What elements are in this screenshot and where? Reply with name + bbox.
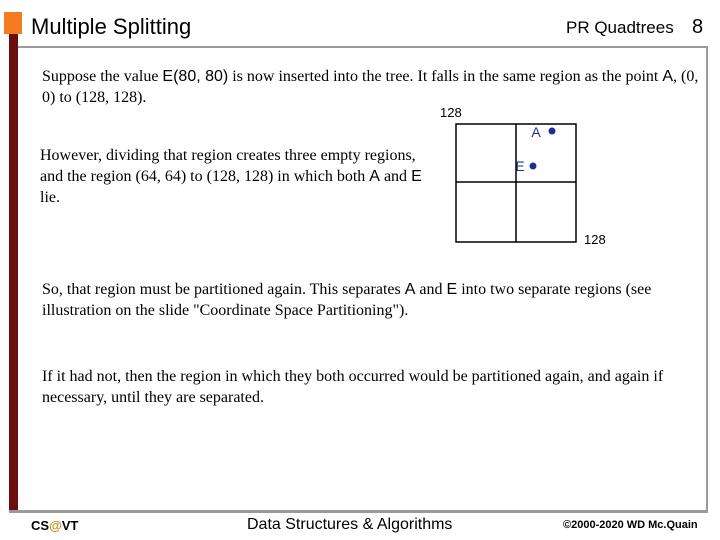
paragraph-dividing-region — [40, 145, 430, 208]
diagram-top-label: 128 — [440, 105, 462, 120]
footer-course-title: Data Structures & Algorithms — [247, 516, 453, 533]
p2-text-b: and — [379, 168, 412, 185]
header-divider — [18, 46, 708, 48]
title-accent-square — [4, 12, 22, 34]
p1-point-a: A — [662, 68, 674, 85]
p2-point-e: E — [411, 168, 422, 185]
point-a-label: A — [531, 124, 541, 140]
p3-text-c: into two separate regions (see illustration on the slide "Coordinate Space Partitioning"). — [42, 281, 652, 319]
footer-divider — [9, 510, 708, 513]
point-e-marker — [530, 163, 537, 170]
p2-text-a: However, dividing that region creates three empty regions, and the region (64, 64) to (128, 128) in which both — [40, 147, 416, 185]
p3-point-a: A — [404, 281, 416, 298]
footer-course-label — [31, 518, 78, 533]
p1-text-b: is now inserted into the tree. It falls in the same region as the point — [228, 68, 663, 85]
point-e-label: E — [515, 158, 525, 174]
p1-text-c: , (0, 0) to (128, 128). — [42, 68, 699, 106]
paragraph-partition-again — [42, 279, 702, 321]
p2-text-c: lie. — [40, 189, 60, 206]
p3-text-b: and — [415, 281, 447, 298]
diagram-bottom-label: 128 — [584, 232, 606, 247]
left-accent-bar — [9, 34, 18, 512]
p1-point-e: E(80, 80) — [162, 68, 229, 85]
p1-text-a: Suppose the value — [42, 68, 163, 85]
slide-number: 8 — [692, 16, 704, 38]
section-title: PR Quadtrees — [566, 18, 674, 37]
paragraph-if-not: If it had not, then the region in which they both occurred would be partitioned again, and again if necessary, until they are separated. — [42, 368, 664, 406]
slide-title: Multiple Splitting — [31, 14, 192, 39]
footer-cs: CS — [31, 518, 50, 533]
footer-vt: VT — [61, 518, 79, 533]
p2-point-a: A — [369, 168, 380, 185]
p3-point-e: E — [446, 281, 458, 298]
footer-at: @ — [49, 518, 62, 533]
point-a-marker — [549, 128, 556, 135]
quadtree-diagram — [436, 100, 636, 250]
footer-copyright: ©2000-2020 WD Mc.Quain — [563, 519, 698, 531]
right-border — [706, 46, 708, 512]
p3-text-a: So, that region must be partitioned again. This separates — [42, 281, 405, 298]
